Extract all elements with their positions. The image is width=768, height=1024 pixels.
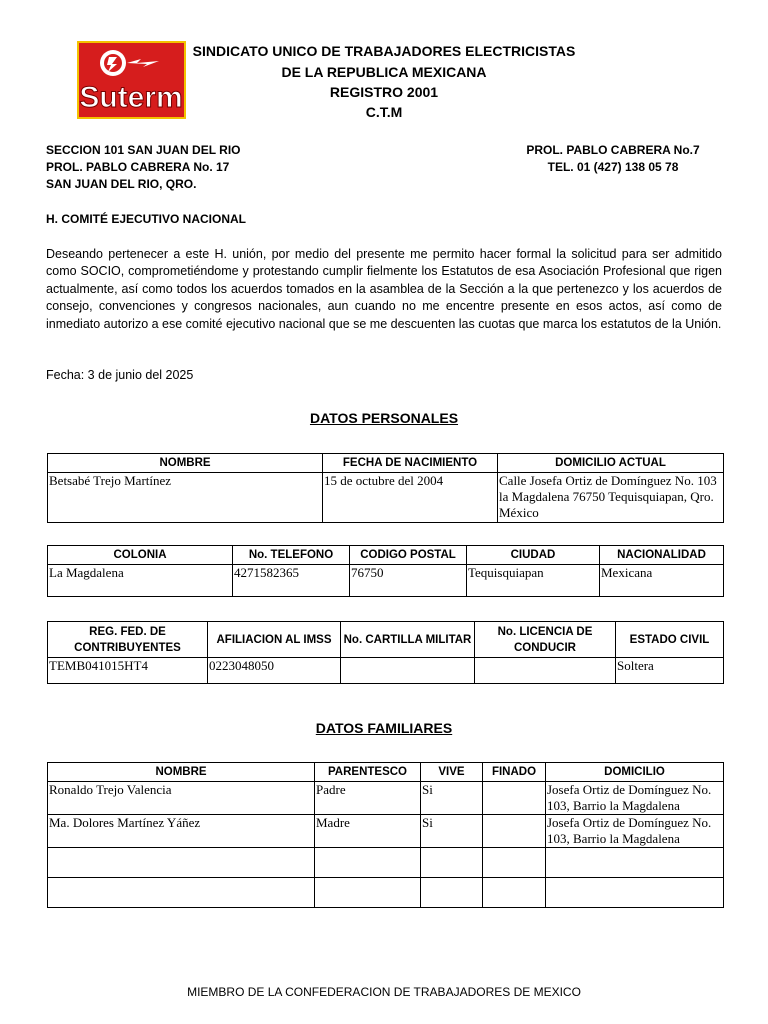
cell-domicilio-actual: Calle Josefa Ortiz de Domínguez No. 103 la Magdalena 76750 Tequisquiapan, Qro. México (498, 473, 724, 523)
cell-domicilio: Josefa Ortiz de Domínguez No. 103, Barrio la Magdalena (546, 782, 724, 815)
header-licencia: No. LICENCIA DE CONDUCIR (475, 622, 616, 658)
table-header-row (48, 622, 724, 658)
address-left-line2: PROL. PABLO CABRERA No. 17 (46, 160, 230, 174)
cell-nombre (48, 848, 315, 878)
datos-personales-title: DATOS PERSONALES (309, 410, 459, 426)
header-parentesco: PARENTESCO (315, 763, 421, 782)
address-left (46, 142, 241, 193)
header-domicilio-actual: DOMICILIO ACTUAL (498, 454, 724, 473)
header-domicilio: DOMICILIO (546, 763, 724, 782)
personal-table-2 (47, 545, 724, 597)
table-header-row (48, 546, 724, 565)
table-row (48, 782, 724, 815)
header-nombre: NOMBRE (48, 454, 323, 473)
cell-cartilla (341, 658, 475, 684)
ctm: C.T.M (365, 104, 403, 120)
table-row (48, 473, 724, 523)
header-imss: AFILIACION AL IMSS (208, 622, 341, 658)
body-paragraph: Deseando pertenecer a este H. unión, por medio del presente me permito hacer formal la solicitud para ser admitido como SOCIO, comprometiéndome y protestando cumplir fielmente los Estatutos de esa Asociación Profesional que rigen actualmente, así como todos los acuerdos tomados en la asamblea de la Sección a la que pertenezco y los acuerdos de consejo, convenciones y congresos nacionales, aun cuando no me encentre presente en esos actos, así como de inmediato autorizo a ese comité ejecutivo nacional que se me descuenten las cuotas que marca los estatutos de la Unión. (46, 247, 722, 331)
footer-text: MIEMBRO DE LA CONFEDERACION DE TRABAJADORES DE MEXICO (187, 985, 581, 999)
cell-parentesco: Madre (315, 815, 421, 848)
header-colonia: COLONIA (48, 546, 233, 565)
cell-parentesco (315, 848, 421, 878)
union-name-line2: DE LA REPUBLICA MEXICANA (281, 64, 487, 80)
cell-vive: Si (421, 815, 483, 848)
cell-nombre (48, 878, 315, 908)
address-right-line1: PROL. PABLO CABRERA No.7 (526, 143, 700, 157)
cell-domicilio (546, 848, 724, 878)
header-estado-civil: ESTADO CIVIL (616, 622, 724, 658)
datos-familiares-title: DATOS FAMILIARES (315, 720, 453, 736)
cell-vive: Si (421, 782, 483, 815)
cell-domicilio: Josefa Ortiz de Domínguez No. 103, Barrio la Magdalena (546, 815, 724, 848)
cell-nacionalidad: Mexicana (600, 565, 724, 597)
cell-finado (483, 878, 546, 908)
addressee: H. COMITÉ EJECUTIVO NACIONAL (46, 212, 247, 226)
fecha: Fecha: 3 de junio del 2025 (46, 368, 194, 382)
header-nacionalidad: NACIONALIDAD (600, 546, 724, 565)
header-nombre: NOMBRE (48, 763, 315, 782)
personal-table-1 (47, 453, 724, 523)
cell-vive (421, 848, 483, 878)
header-fecha-nacimiento: FECHA DE NACIMIENTO (323, 454, 498, 473)
cell-domicilio (546, 878, 724, 908)
family-table (47, 762, 724, 908)
table-header-row (48, 454, 724, 473)
cell-parentesco (315, 878, 421, 908)
table-row (48, 815, 724, 848)
registro: REGISTRO 2001 (329, 84, 439, 100)
personal-table-3 (47, 621, 724, 684)
cell-estado-civil: Soltera (616, 658, 724, 684)
header-telefono: No. TELEFONO (233, 546, 350, 565)
header-vive: VIVE (421, 763, 483, 782)
cell-telefono: 4271582365 (233, 565, 350, 597)
header-codigo-postal: CODIGO POSTAL (350, 546, 467, 565)
logo-text: Suterm (79, 81, 183, 114)
table-row (48, 878, 724, 908)
cell-nombre: Ma. Dolores Martínez Yáñez (48, 815, 315, 848)
cell-parentesco: Padre (315, 782, 421, 815)
address-left-line1: SECCION 101 SAN JUAN DEL RIO (46, 143, 241, 157)
cell-vive (421, 878, 483, 908)
cell-finado (483, 782, 546, 815)
cell-codigo-postal: 76750 (350, 565, 467, 597)
cell-fecha-nacimiento: 15 de octubre del 2004 (323, 473, 498, 523)
cell-nombre: Betsabé Trejo Martínez (48, 473, 323, 523)
cell-ciudad: Tequisquiapan (467, 565, 600, 597)
table-header-row (48, 763, 724, 782)
address-left-line3: SAN JUAN DEL RIO, QRO. (46, 177, 197, 191)
table-row (48, 848, 724, 878)
header-cartilla: No. CARTILLA MILITAR (341, 622, 475, 658)
cell-imss: 0223048050 (208, 658, 341, 684)
cell-rfc: TEMB041015HT4 (48, 658, 208, 684)
header-ciudad: CIUDAD (467, 546, 600, 565)
union-name-line1: SINDICATO UNICO DE TRABAJADORES ELECTRICISTAS (192, 43, 576, 59)
cell-colonia: La Magdalena (48, 565, 233, 597)
cell-licencia (475, 658, 616, 684)
table-row (48, 658, 724, 684)
header-rfc: REG. FED. DE CONTRIBUYENTES (48, 622, 208, 658)
cell-finado (483, 815, 546, 848)
header-finado: FINADO (483, 763, 546, 782)
cell-finado (483, 848, 546, 878)
table-row (48, 565, 724, 597)
cell-nombre: Ronaldo Trejo Valencia (48, 782, 315, 815)
address-right-line2: TEL. 01 (427) 138 05 78 (547, 160, 679, 174)
address-right (522, 142, 704, 176)
